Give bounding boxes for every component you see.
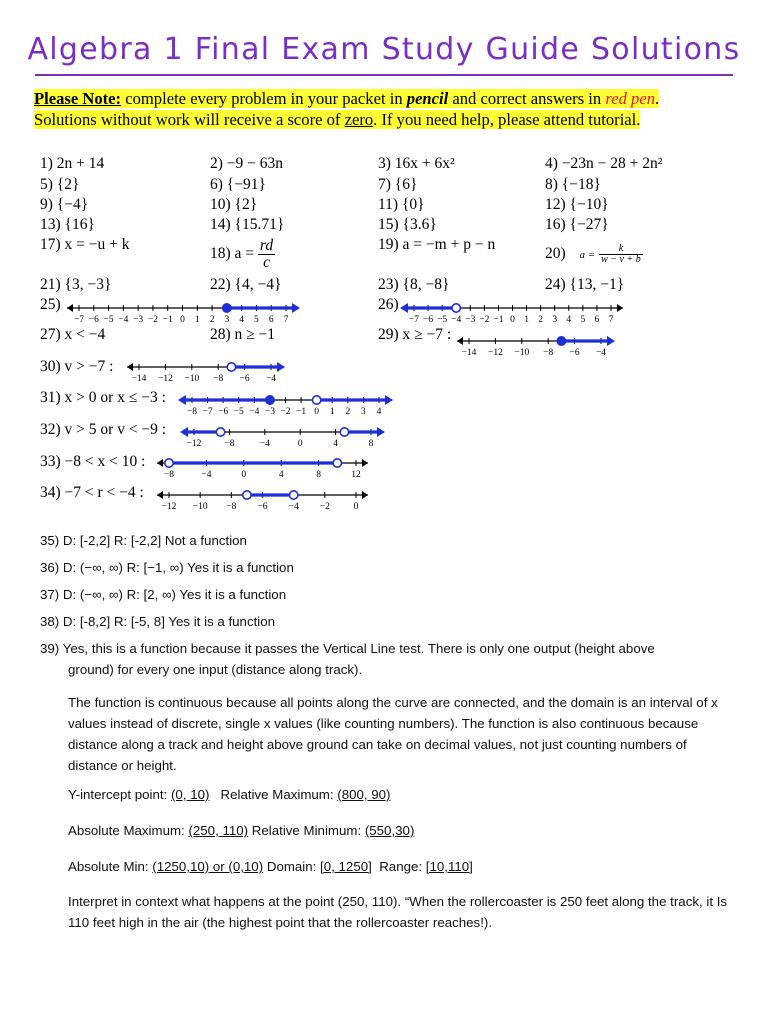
tick-label: −2 xyxy=(147,315,158,325)
page-title: Algebra 1 Final Exam Study Guide Solutions xyxy=(27,32,741,67)
tick-label: 7 xyxy=(283,315,289,325)
open-endpoint xyxy=(165,459,173,467)
answer-20 xyxy=(545,244,643,265)
number-line-34 xyxy=(155,487,370,511)
note-zero: zero xyxy=(344,110,374,129)
answer-16: 16) {−27} xyxy=(545,216,609,233)
tick-label: 7 xyxy=(608,315,614,325)
key-points-line-1 xyxy=(68,784,728,805)
tick-label: −6 xyxy=(239,374,250,384)
tick-label: −4 xyxy=(451,315,462,325)
answer-11: 11) {0} xyxy=(378,196,425,213)
tick-label: −5 xyxy=(103,315,114,325)
open-endpoint xyxy=(452,304,460,312)
axis-arrow-right xyxy=(617,304,623,312)
answer-30-label: 30) v > −7 : xyxy=(40,358,114,375)
tick-label: −8 xyxy=(543,348,554,358)
axis-arrow-left xyxy=(457,337,463,345)
answer-18-label: 18) a = xyxy=(210,245,255,263)
relative-min-value: (550,30) xyxy=(364,823,415,838)
solution-arrow-left xyxy=(400,303,408,313)
tick-label: −4 xyxy=(288,502,299,512)
domain-value: [0, 1250] xyxy=(320,859,372,874)
tick-label: 4 xyxy=(239,315,245,325)
absolute-min-value: (1250,10) or (0,10) xyxy=(152,859,264,874)
answer-2: 2) −9 − 63n xyxy=(210,155,284,172)
tick-label: −7 xyxy=(202,407,213,417)
open-endpoint xyxy=(340,428,348,436)
solution-arrow-right xyxy=(385,395,393,405)
key-points-line-2 xyxy=(68,820,728,841)
answer-14: 14) {15.71} xyxy=(210,216,285,233)
answer-25-label: 25) xyxy=(40,296,61,313)
tick-label: −6 xyxy=(569,348,580,358)
key-points-line-3 xyxy=(68,856,728,877)
solution-arrow-left xyxy=(178,395,186,405)
please-note xyxy=(34,88,752,130)
answer-23: 23) {8, −8} xyxy=(378,276,450,293)
answer-33-label: 33) −8 < x < 10 : xyxy=(40,453,146,470)
tick-label: −8 xyxy=(186,407,198,417)
tick-label: −12 xyxy=(157,374,173,384)
relative-max-value: (800, 90) xyxy=(337,787,391,802)
tick-label: 3 xyxy=(224,315,230,325)
answer-5: 5) {2} xyxy=(40,176,80,193)
tick-label: −6 xyxy=(257,502,268,512)
answer-6: 6) {−91} xyxy=(210,176,266,193)
tick-label: 0 xyxy=(510,315,515,325)
y-intercept-value: (0, 10) xyxy=(171,787,210,802)
tick-label: −6 xyxy=(88,315,99,325)
answer-24: 24) {13, −1} xyxy=(545,276,625,293)
answer-18-fraction xyxy=(258,238,275,271)
axis-arrow-left xyxy=(127,363,133,371)
answer-37: 37) D: (−∞, ∞) R: [2, ∞) Yes it is a function xyxy=(40,587,287,602)
answer-36: 36) D: (−∞, ∞) R: [−1, ∞) Yes it is a function xyxy=(40,560,294,575)
answer-26-label: 26) xyxy=(378,296,399,313)
open-endpoint xyxy=(289,491,297,499)
tick-label: −10 xyxy=(184,374,200,384)
answer-39-line-1: 39) Yes, this is a function because it passes the Vertical Line test. There is only one output (height above xyxy=(40,641,655,656)
note-text-1: complete every problem in your packet in xyxy=(121,89,407,108)
answer-18-denominator: c xyxy=(263,254,270,271)
answer-20-label: 20) xyxy=(545,245,566,263)
answer-15: 15) {3.6} xyxy=(378,216,437,233)
relative-max-label: Relative Maximum: xyxy=(209,787,338,802)
tick-label: −12 xyxy=(186,439,202,449)
tick-label: −4 xyxy=(259,439,270,449)
tick-label: −8 xyxy=(213,374,224,384)
answer-31-label: 31) x > 0 or x ≤ −3 : xyxy=(40,389,166,406)
tick-label: −12 xyxy=(161,502,177,512)
closed-endpoint xyxy=(266,396,274,404)
range-label: Range: xyxy=(371,859,426,874)
tick-label: 8 xyxy=(368,439,374,449)
axis-arrow-right xyxy=(362,459,368,467)
continuity-paragraph: The function is continuous because all points along the curve are connected, and the domain is an interval of x values instead of discrete, single x values (like counting numbers). The function is also continuous because distance along a track and height above ground can take on decimal values, not just counting numbers of distance or height. xyxy=(68,695,718,773)
answer-13: 13) {16} xyxy=(40,216,95,233)
answer-20-denominator: w − v + b xyxy=(601,254,641,265)
open-endpoint xyxy=(243,491,251,499)
tick-label: −7 xyxy=(408,315,420,325)
tick-label: −3 xyxy=(264,407,275,417)
answer-12: 12) {−10} xyxy=(545,196,609,213)
open-endpoint xyxy=(312,396,320,404)
solution-arrow-right xyxy=(277,362,285,372)
tick-label: 3 xyxy=(361,407,366,417)
absolute-max-label: Absolute Maximum: xyxy=(68,823,189,838)
tick-label: −8 xyxy=(226,502,237,512)
tick-label: −5 xyxy=(437,315,448,325)
absolute-max-value: (250, 110) xyxy=(188,823,249,838)
absolute-min-label: Absolute Min: xyxy=(68,859,153,874)
tick-label: 1 xyxy=(194,315,200,325)
answer-32-label: 32) v > 5 or v < −9 : xyxy=(40,421,167,438)
answer-9: 9) {−4} xyxy=(40,196,89,213)
tick-label: 2 xyxy=(209,315,215,325)
tick-label: −4 xyxy=(118,315,129,325)
axis-arrow-left xyxy=(157,491,163,499)
answer-3: 3) 16x + 6x² xyxy=(378,155,455,172)
number-line-32 xyxy=(180,424,385,448)
answer-18-numerator: rd xyxy=(259,237,274,254)
tick-label: 0 xyxy=(297,439,303,449)
open-endpoint xyxy=(227,363,235,371)
answer-1: 1) 2n + 14 xyxy=(40,155,105,172)
answer-10: 10) {2} xyxy=(210,196,258,213)
number-line-26 xyxy=(400,300,625,325)
tick-label: 0 xyxy=(353,502,359,512)
answer-21: 21) {3, −3} xyxy=(40,276,112,293)
tick-label: −6 xyxy=(218,407,229,417)
note-pencil: pencil xyxy=(406,89,449,108)
tick-label: −2 xyxy=(280,407,291,417)
tick-label: 0 xyxy=(241,470,247,480)
relative-min-label: Relative Minimum: xyxy=(248,823,365,838)
answer-7: 7) {6} xyxy=(378,176,418,193)
answer-20-lhs: a = xyxy=(579,249,596,262)
tick-label: −14 xyxy=(131,374,147,384)
tick-label: −4 xyxy=(595,348,607,358)
answer-4: 4) −23n − 28 + 2n² xyxy=(545,155,663,172)
tick-label: −12 xyxy=(487,348,503,358)
tick-label: −4 xyxy=(249,407,260,417)
number-line-33 xyxy=(155,455,370,479)
y-intercept-label: Y-intercept point: xyxy=(68,787,171,802)
answer-20-fraction xyxy=(599,244,643,265)
solution-arrow-right xyxy=(292,303,300,313)
answer-22: 22) {4, −4} xyxy=(210,276,282,293)
note-text-2: and correct answers in xyxy=(448,89,606,108)
answer-20-numerator: k xyxy=(599,244,643,255)
tick-label: 4 xyxy=(566,315,572,325)
tick-label: −5 xyxy=(233,407,244,417)
note-label: Please Note: xyxy=(34,89,122,108)
solution-arrow-left xyxy=(180,427,188,437)
note-text-4: Solutions without work will receive a score of xyxy=(34,110,345,129)
tick-label: −14 xyxy=(461,348,477,358)
tick-label: 5 xyxy=(580,315,586,325)
answer-35: 35) D: [-2,2] R: [-2,2] Not a function xyxy=(40,533,247,548)
number-line-31 xyxy=(178,392,393,416)
note-red-pen: red pen xyxy=(605,89,655,108)
answer-34-label: 34) −7 < r < −4 : xyxy=(40,484,144,501)
number-line-30 xyxy=(125,359,285,383)
tick-label: −3 xyxy=(133,315,144,325)
open-endpoint xyxy=(333,459,341,467)
tick-label: 6 xyxy=(594,315,600,325)
number-line-29 xyxy=(455,333,615,357)
note-text-3: . xyxy=(655,89,660,108)
answer-29-label: 29) x ≥ −7 : xyxy=(378,326,452,343)
answer-39 xyxy=(40,638,740,680)
tick-label: −2 xyxy=(319,502,330,512)
tick-label: −10 xyxy=(192,502,208,512)
tick-label: 3 xyxy=(552,315,558,325)
tick-label: 4 xyxy=(278,470,284,480)
solution-arrow-right xyxy=(607,336,615,346)
tick-label: 6 xyxy=(268,315,274,325)
tick-label: −3 xyxy=(465,315,476,325)
interpretation-paragraph: Interpret in context what happens at the point (250, 110). “When the rollercoaster is 250 feet along the track, it Is 110 feet high in the air (the highest point that the rollercoaster reaches!). xyxy=(68,894,728,930)
tick-label: 5 xyxy=(254,315,259,325)
answer-19: 19) a = −m + p − n xyxy=(378,236,496,253)
range-value: [10,110] xyxy=(425,859,473,874)
answer-39-line-2: ground) for every one input (distance along track). xyxy=(68,662,363,677)
tick-label: −1 xyxy=(296,407,307,417)
tick-label: −2 xyxy=(479,315,490,325)
number-line-25 xyxy=(65,300,300,325)
answer-27: 27) x < −4 xyxy=(40,326,106,343)
solution-arrow-right xyxy=(377,427,385,437)
tick-label: −8 xyxy=(224,439,235,449)
tick-label: −4 xyxy=(265,374,277,384)
answer-28: 28) n ≥ −1 xyxy=(210,326,276,343)
tick-label: 0 xyxy=(314,407,320,417)
tick-label: −4 xyxy=(201,470,212,480)
tick-label: 2 xyxy=(345,407,351,417)
tick-label: −6 xyxy=(423,315,434,325)
tick-label: 0 xyxy=(180,315,185,325)
note-text-5: . If you need help, please attend tutorial. xyxy=(373,110,641,129)
axis-arrow-left xyxy=(67,304,73,312)
tick-label: 8 xyxy=(316,470,321,480)
domain-label: Domain: xyxy=(263,859,321,874)
axis-arrow-left xyxy=(157,459,163,467)
tick-label: 2 xyxy=(538,315,544,325)
closed-endpoint xyxy=(223,304,231,312)
title-underline xyxy=(35,74,733,76)
tick-label: 4 xyxy=(376,407,382,417)
answer-18 xyxy=(210,238,275,271)
tick-label: −8 xyxy=(163,470,175,480)
answer-8: 8) {−18} xyxy=(545,176,601,193)
answer-17: 17) x = −u + k xyxy=(40,236,130,253)
tick-label: −1 xyxy=(162,315,173,325)
closed-endpoint xyxy=(557,337,565,345)
answer-38: 38) D: [-8,2] R: [-5, 8] Yes it is a function xyxy=(40,614,276,629)
tick-label: 4 xyxy=(333,439,338,449)
tick-label: −7 xyxy=(73,315,85,325)
tick-label: 1 xyxy=(524,315,529,325)
axis-arrow-right xyxy=(362,491,368,499)
tick-label: 12 xyxy=(351,470,361,480)
tick-label: −1 xyxy=(493,315,504,325)
tick-label: −10 xyxy=(514,348,530,358)
open-endpoint xyxy=(216,428,224,436)
tick-label: 1 xyxy=(329,407,335,417)
